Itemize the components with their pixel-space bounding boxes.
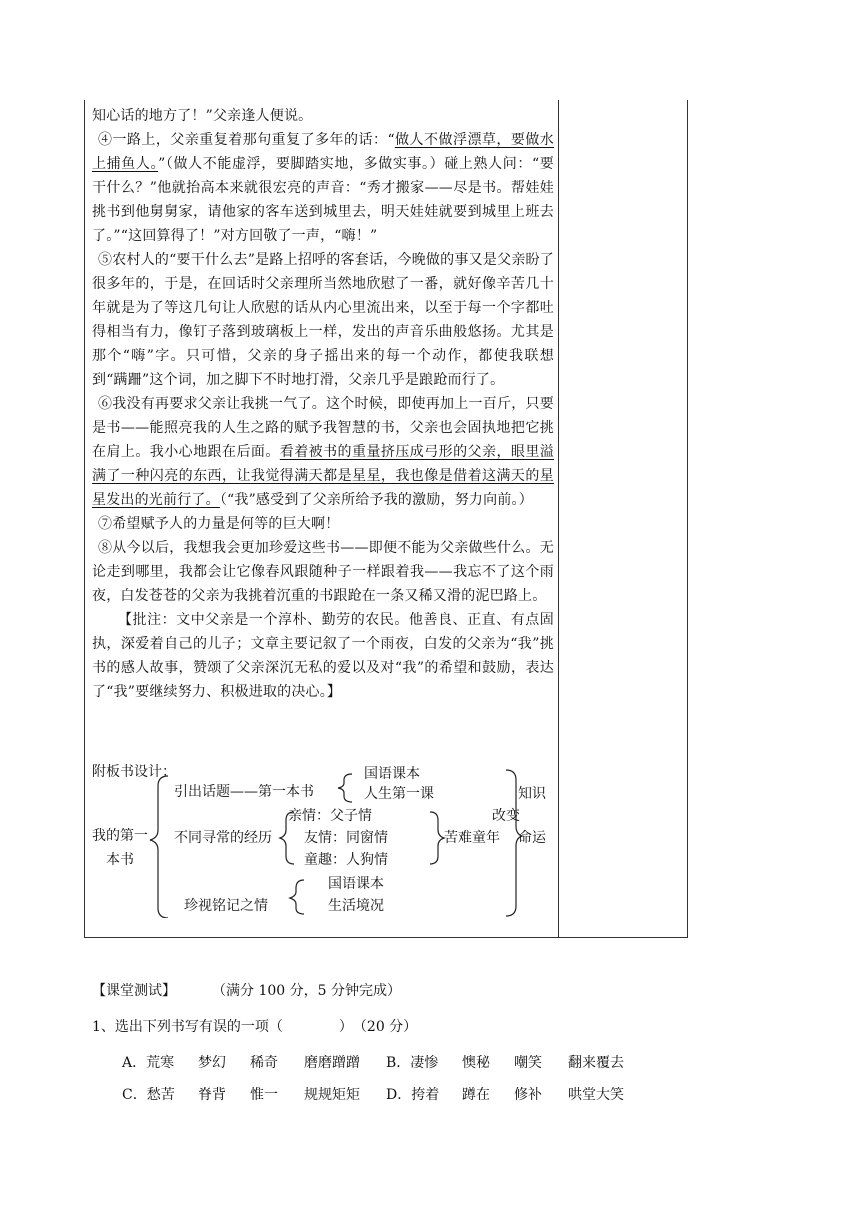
board-branch-2: 不同寻常的经历: [174, 830, 272, 846]
board-right-2: 改变: [492, 808, 520, 824]
board-right-1: 知识: [518, 786, 546, 802]
paragraph-5: ⑤农村人的“要干什么去”是路上招呼的客套话，今晚做的事又是父亲盼了很多年的，于是，在回话时父亲理所当然地欣慰了一番，就好像辛苦几十年就是为了等这几句让人欣慰的话从内心里流出来，以至于每一个字都吐得相当有力，像钉子落到玻璃板上一样，发出的声音乐曲般悠扬。尤其是那个“嗨”字。只可惜，父亲的身子摇出来的每一个动作，都使我联想到“蹒跚”这个词，加之脚下不时地打滑，父亲几乎是踉跄而行了。: [92, 252, 554, 388]
option-b-1: B．凄惨: [386, 1055, 439, 1071]
p4-text-rest: ”（做人不能虚浮，要脚踏实地，多做实事。）碰上熟人问：“要干什么？”他就抬高本来就很宏亮的声音：“秀才搬家——尽是书。帮娃娃挑书到他舅舅家，请他家的客车送到城里去，明天娃娃就要到城里上班去了。”“这回算得了！”对方回敬了一声，“嗨！”: [92, 156, 554, 244]
option-d-1: D．挎着: [386, 1087, 440, 1103]
board-branch-1b: 人生第一课: [364, 786, 434, 802]
option-a-1: A．荒寒: [122, 1055, 175, 1071]
p6-text: ⑥我没有再要求父亲让我挑一气了。这个时候，即使再加上一百斤，只要是书——能照亮我的人生之路的赋予我智慧的书，父亲也会固执地把它挑在肩上。我小心地跟在后面。: [92, 396, 554, 460]
board-branch-2x: 苦难童年: [444, 830, 500, 846]
board-title: 附板书设计：: [92, 764, 176, 780]
board-design: [92, 764, 554, 918]
option-c-1: C．愁苦: [122, 1087, 175, 1103]
option-c-4: 规规矩矩: [304, 1087, 360, 1103]
board-branch-3b: 生活境况: [328, 898, 384, 914]
paragraph-8: ⑧从今以后，我想我会更加珍爱这些书——即便不能为父亲做些什么。无论走到哪里，我都会让它像春风跟随种子一样跟着我——我忘不了这个雨夜，白发苍苍的父亲为我挑着沉重的书跟跄在一条又稀又滑的泥巴路上。: [92, 540, 554, 604]
test-note: （满分 100 分，5 分钟完成）: [212, 983, 401, 999]
board-branch-3: 珍视铭记之情: [184, 898, 268, 914]
paragraph-4: [92, 128, 554, 248]
p4-text: ④一路上，父亲重复着那句重复了多年的话：“: [98, 132, 395, 148]
board-branch-1a: 国语课本: [364, 766, 420, 782]
brace-b1: [338, 774, 352, 802]
paragraph-7: ⑦希望赋予人的力量是何等的巨大啊！: [98, 516, 340, 532]
board-root-line2: 本书: [106, 852, 134, 868]
board-branch-3a: 国语课本: [328, 876, 384, 892]
paragraph-3-end: 知心话的地方了！”父亲逢人便说。: [92, 108, 313, 124]
option-a-4: 磨磨蹭蹭: [304, 1055, 360, 1071]
main-brace: [150, 776, 168, 918]
option-b-4: 翻来覆去: [568, 1055, 624, 1071]
table-column-divider: [558, 100, 559, 938]
main-text-cell: [92, 104, 554, 704]
brace-b3: [290, 880, 304, 914]
test-heading: 【课堂测试】: [92, 983, 176, 999]
option-d-3: 修补: [514, 1087, 542, 1103]
paragraph-6: [92, 392, 554, 512]
option-b-3: 嘲笑: [514, 1055, 542, 1071]
board-root-line1: 我的第一: [92, 828, 148, 844]
p6-text-rest: （“我”感受到了父亲所给予我的激励，努力向前。）: [219, 492, 533, 508]
p6-underlined: 看着被书的重量挤压成弓形的父亲，眼里溢满了一种闪亮的东西，让我觉得满天都是星星，我也像是借着这满天的星星发出的光前行了。: [92, 444, 554, 508]
board-branch-2c: 童趣：人狗情: [304, 852, 388, 868]
p4-underlined: 做人不做浮漂草，要做水上捕鱼人。: [92, 132, 555, 172]
board-branch-2b: 友情：同窗情: [304, 830, 388, 846]
option-d-4: 哄堂大笑: [568, 1087, 624, 1103]
question-1: 1、选出下列书写有误的一项（ ） （20 分）: [92, 1019, 418, 1035]
option-a-3: 稀奇: [250, 1055, 278, 1071]
option-a-2: 梦幻: [198, 1055, 226, 1071]
comment-annotation: 【批注：文中父亲是一个淳朴、勤劳的农民。他善良、正直、有点固执，深爱着自己的儿子；文章主要记叙了一个雨夜，白发的父亲为“我”挑书的感人故事，赞颂了父亲深沉无私的爱以及对“我”的希望和鼓励，表达了“我”要继续努力、积极进取的决心。】: [92, 612, 554, 700]
option-c-3: 惟一: [250, 1087, 278, 1103]
board-right-3: 命运: [518, 830, 546, 846]
board-branch-2a: 亲情：父子情: [288, 808, 372, 824]
option-b-2: 懊秘: [462, 1055, 490, 1071]
option-d-2: 蹲在: [462, 1087, 490, 1103]
brace-b2-right: [430, 812, 444, 864]
board-branch-1: 引出话题——第一本书: [174, 784, 314, 800]
option-c-2: 脊背: [198, 1087, 226, 1103]
